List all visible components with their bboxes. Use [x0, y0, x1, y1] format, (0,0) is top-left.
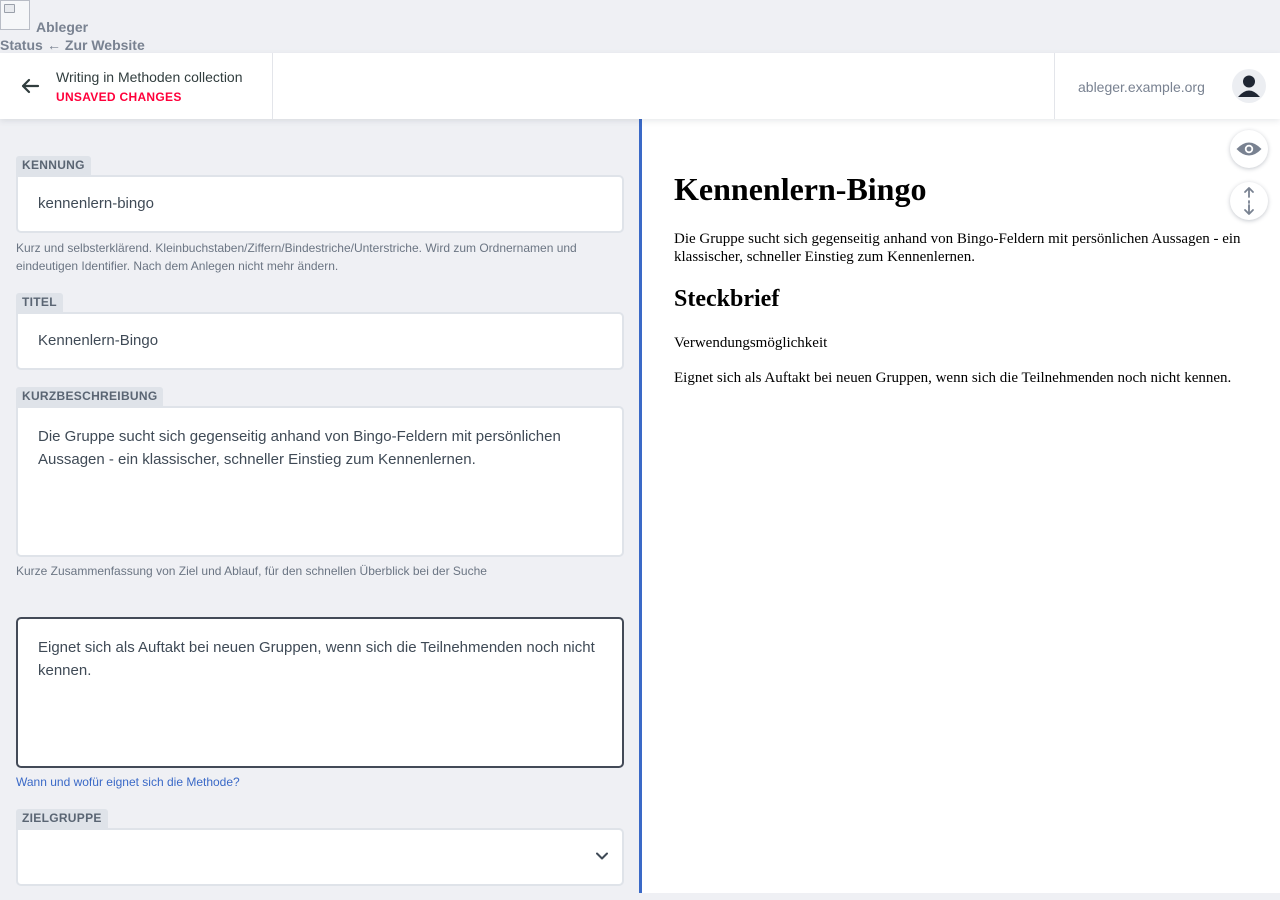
- editor-header: [0, 53, 1280, 119]
- kennung-input[interactable]: kennenlern-bingo: [16, 175, 624, 233]
- kennung-label: KENNUNG: [16, 156, 91, 175]
- zielgruppe-select[interactable]: [16, 828, 624, 886]
- bottom-bar: [0, 893, 1280, 900]
- titel-label: TITEL: [16, 293, 63, 312]
- sync-scroll-button[interactable]: [1230, 182, 1268, 220]
- kurzbeschreibung-textarea[interactable]: Die Gruppe sucht sich gegenseitig anhand von Bingo-Feldern mit persönlichen Aussagen - ein klassischer, schneller Einstieg zum Kennenlernen.: [16, 406, 624, 557]
- site-url-link[interactable]: ableger.example.org: [1078, 79, 1205, 95]
- header-divider: [1054, 53, 1055, 119]
- verwendung-hint: Wann und wofür eignet sich die Methode?: [16, 775, 240, 789]
- preview-usage-label: Verwendungsmöglichkeit: [674, 335, 828, 351]
- preview-usage-text: Eignet sich als Auftakt bei neuen Gruppen, wenn sich die Teilnehmenden noch nicht kennen.: [674, 370, 1232, 386]
- kurzbeschreibung-label: KURZBESCHREIBUNG: [16, 387, 163, 406]
- editor-pane: [0, 119, 640, 893]
- collection-title: Writing in Methoden collection: [56, 69, 243, 85]
- back-button[interactable]: [18, 75, 42, 97]
- user-icon: [1232, 69, 1266, 103]
- status-link[interactable]: Status: [0, 37, 43, 53]
- preview-description: Die Gruppe sucht sich gegenseitig anhand von Bingo-Feldern mit persönlichen Aussagen - ein klassischer, schneller Einstieg zum Kennenlernen.: [674, 231, 1241, 265]
- zielgruppe-label: ZIELGRUPPE: [16, 809, 108, 828]
- preview-subtitle: Steckbrief: [674, 286, 780, 312]
- site-name: Ableger: [36, 19, 89, 35]
- arrow-left-icon: [18, 75, 42, 97]
- toggle-preview-button[interactable]: [1230, 130, 1268, 168]
- user-avatar-button[interactable]: [1232, 69, 1266, 103]
- verwendung-textarea[interactable]: Eignet sich als Auftakt bei neuen Gruppen, wenn sich die Teilnehmenden noch nicht kennen.: [16, 617, 624, 768]
- chevron-down-icon: [596, 852, 608, 860]
- site-top-strip: [0, 0, 1280, 53]
- titel-input[interactable]: Kennenlern-Bingo: [16, 312, 624, 370]
- scroll-sync-icon: [1241, 186, 1257, 216]
- unsaved-changes-status: UNSAVED CHANGES: [56, 90, 182, 104]
- header-divider: [272, 53, 273, 119]
- kurzbeschreibung-hint: Kurze Zusammenfassung von Ziel und Ablauf, für den schnellen Überblick bei der Suche: [16, 564, 487, 578]
- back-to-website-link[interactable]: ← Zur Website: [47, 37, 145, 53]
- kennung-hint: Kurz und selbsterklärend. Kleinbuchstaben/Ziffern/Bindestriche/Unterstriche. Wird zum Ordnernamen und eindeutigen Identifier. Nach dem Anlegen nicht mehr ändern.: [16, 241, 577, 273]
- eye-icon: [1235, 141, 1263, 157]
- preview-pane: [642, 119, 1280, 893]
- site-logo-image: [0, 0, 30, 30]
- preview-title: Kennenlern-Bingo: [674, 171, 927, 207]
